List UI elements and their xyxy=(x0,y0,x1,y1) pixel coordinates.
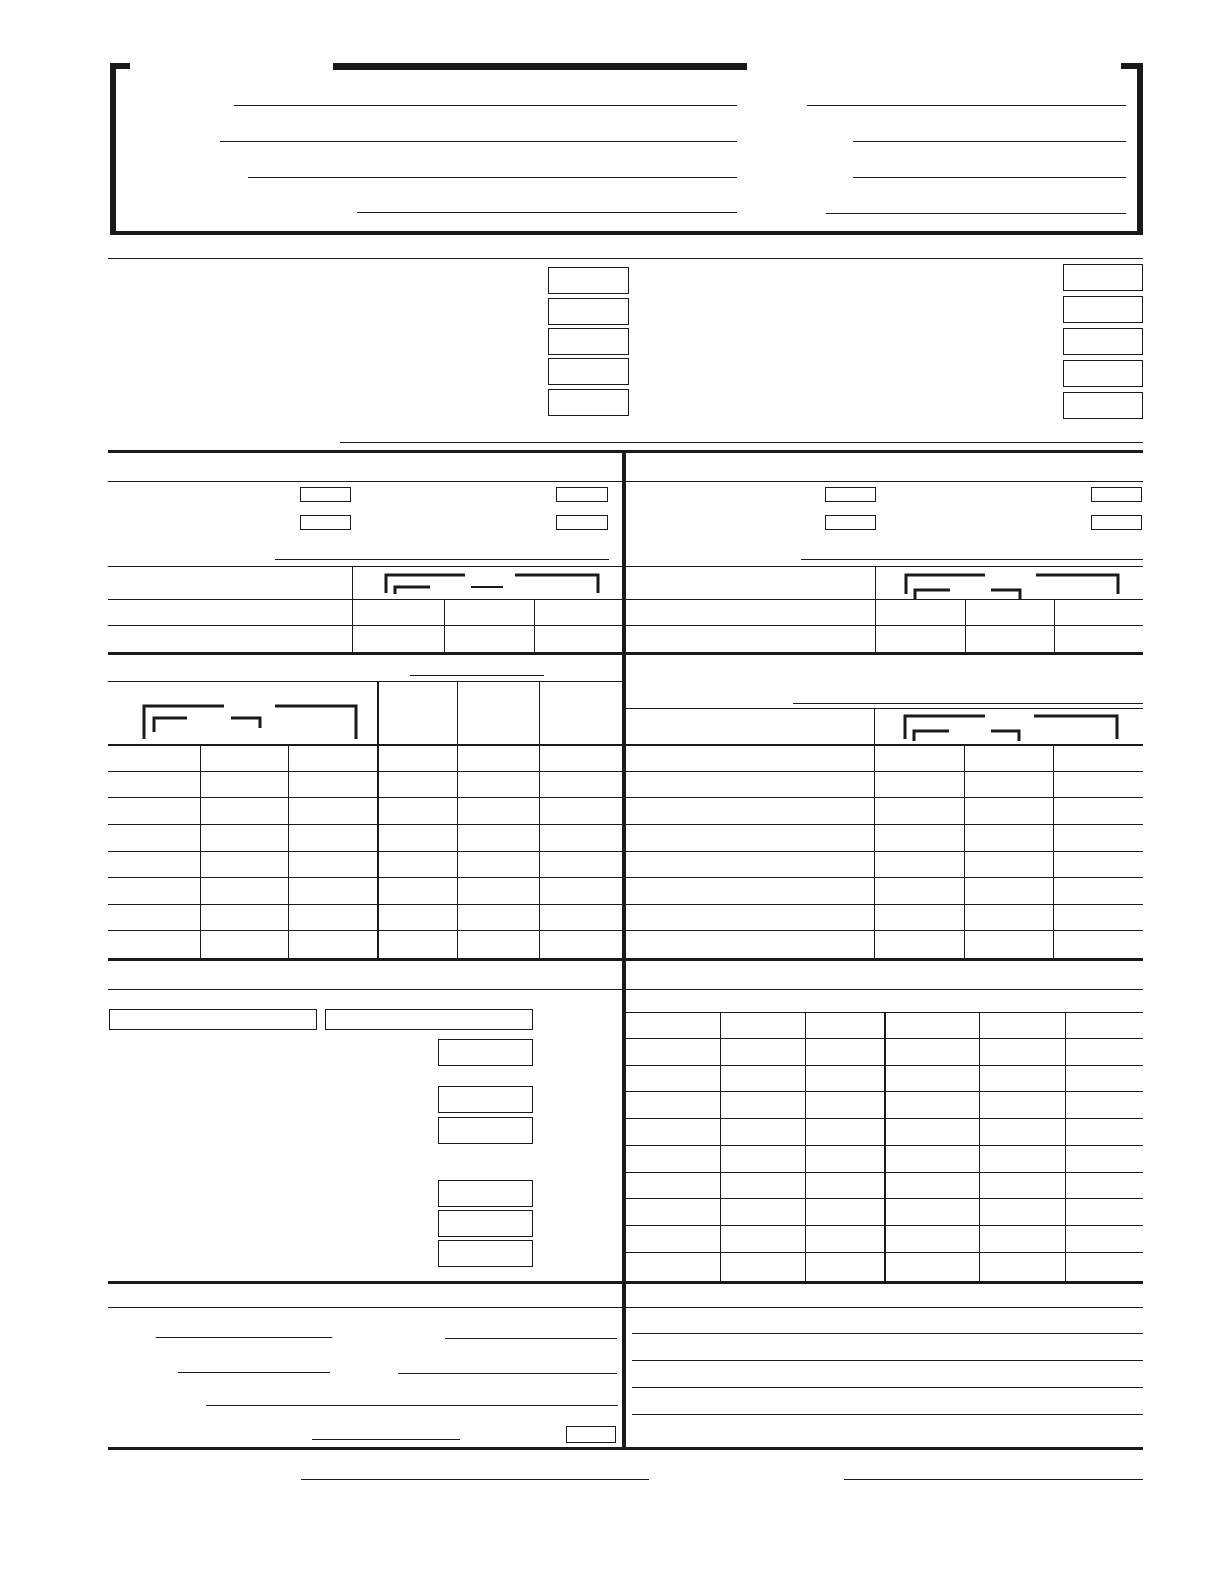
column-bracket-icon xyxy=(905,716,1117,741)
column-bracket-icon xyxy=(906,575,1118,599)
column-bracket-icon xyxy=(144,706,356,739)
column-bracket-icon xyxy=(386,575,598,594)
